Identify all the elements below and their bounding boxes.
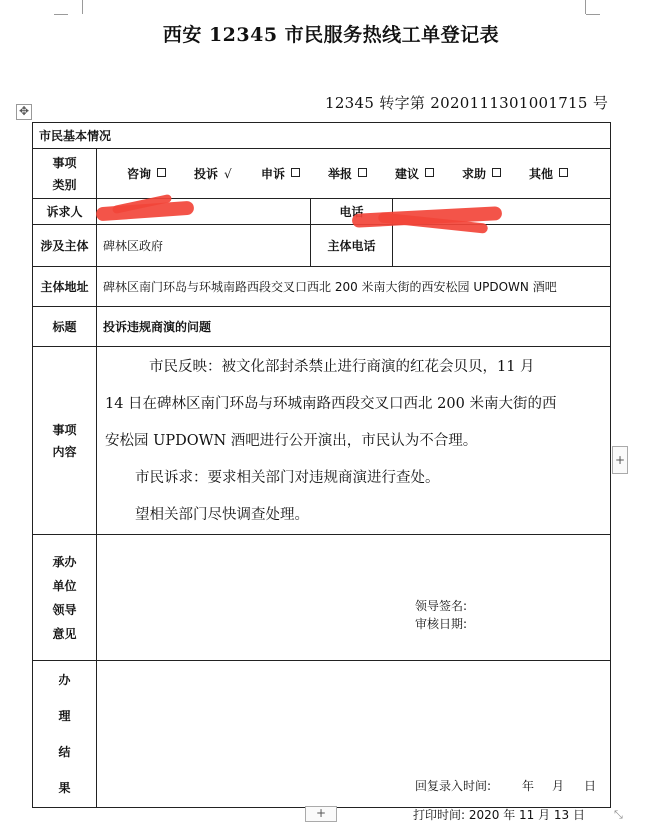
address-value[interactable]: 碑林区南门环岛与环城南路西段交叉口西北 200 米南大街的西安松园 UPDOWN 酒吧 (97, 267, 611, 307)
resize-handle-icon[interactable]: ⤡ (614, 808, 623, 821)
page-corner-mark (68, 0, 83, 14)
option-complaint[interactable]: 投诉 √ (194, 167, 232, 181)
checkbox-icon[interactable] (559, 168, 568, 177)
subject-label: 标题 (33, 307, 97, 347)
checkbox-icon[interactable] (291, 168, 300, 177)
option-appeal[interactable]: 申诉 (261, 165, 328, 182)
content-label: 事项 内容 (33, 347, 97, 535)
option-help[interactable]: 求助 (462, 165, 529, 182)
checkmark-icon[interactable]: √ (224, 167, 232, 181)
result-label: 办 理 结 果 (33, 661, 97, 808)
involved-value[interactable]: 碑林区政府 (97, 225, 311, 267)
content-line: 市民反映：被文化部封杀禁止进行商演的红花会贝贝，11 月 (149, 359, 535, 375)
content-line: 安松园 UPDOWN 酒吧进行公开演出，市民认为不合理。 (105, 433, 478, 449)
table-move-handle-icon[interactable]: ✥ (16, 104, 32, 120)
content-line: 市民诉求：要求相关部门对违规商演进行查处。 (135, 470, 440, 486)
document-number: 12345 转字第 2020111301001715 号 (325, 94, 609, 112)
leader-sign-label: 领导签名: (415, 599, 468, 613)
option-other[interactable]: 其他 (529, 165, 596, 182)
subject-value[interactable]: 投诉违规商演的问题 (97, 307, 611, 347)
leader-opinion-label: 承办 单位 领导 意见 (33, 535, 97, 661)
option-consult[interactable]: 咨询 (127, 165, 194, 182)
reply-month-label: 月 (552, 779, 565, 793)
document-title: 西安 12345 市民服务热线工单登记表 (162, 24, 500, 46)
matter-type-row (33, 149, 611, 199)
subject-phone-value[interactable] (393, 225, 611, 267)
involved-row (33, 225, 611, 267)
reply-time-label: 回复录入时间: (415, 779, 492, 793)
content-value[interactable] (97, 347, 611, 535)
address-row (33, 267, 611, 307)
section-header-row (33, 123, 611, 149)
leader-opinion-row (33, 535, 611, 661)
matter-type-options (97, 165, 610, 182)
involved-label: 涉及主体 (33, 225, 97, 267)
checkbox-icon[interactable] (358, 168, 367, 177)
option-report[interactable]: 举报 (328, 165, 395, 182)
leader-opinion-value[interactable] (97, 535, 611, 661)
address-label: 主体地址 (33, 267, 97, 307)
subject-row (33, 307, 611, 347)
section-header: 市民基本情况 (33, 123, 611, 149)
checkbox-icon[interactable] (157, 168, 166, 177)
phone-label: 电话 (311, 199, 393, 225)
content-line: 14 日在碑林区南门环岛与环城南路西段交叉口西北 200 米南大街的西 (105, 396, 557, 412)
checkbox-icon[interactable] (492, 168, 501, 177)
subject-phone-label: 主体电话 (311, 225, 393, 267)
requester-label: 诉求人 (33, 199, 97, 225)
ticket-form-table (32, 122, 611, 808)
checkbox-icon[interactable] (425, 168, 434, 177)
content-text (97, 347, 610, 534)
plus-icon[interactable]: + (612, 446, 628, 474)
print-time: 打印时间: 2020 年 11 月 13 日 (413, 808, 586, 822)
matter-type-label: 事项 类别 (33, 149, 97, 199)
content-row (33, 347, 611, 535)
option-suggestion[interactable]: 建议 (395, 165, 462, 182)
review-date-label: 审核日期: (415, 617, 468, 631)
reply-year-label: 年 (522, 779, 535, 793)
content-line: 望相关部门尽快调查处理。 (135, 507, 309, 523)
plus-icon[interactable]: + (305, 806, 337, 822)
page-corner-mark (585, 0, 600, 14)
reply-day-label: 日 (584, 779, 597, 793)
